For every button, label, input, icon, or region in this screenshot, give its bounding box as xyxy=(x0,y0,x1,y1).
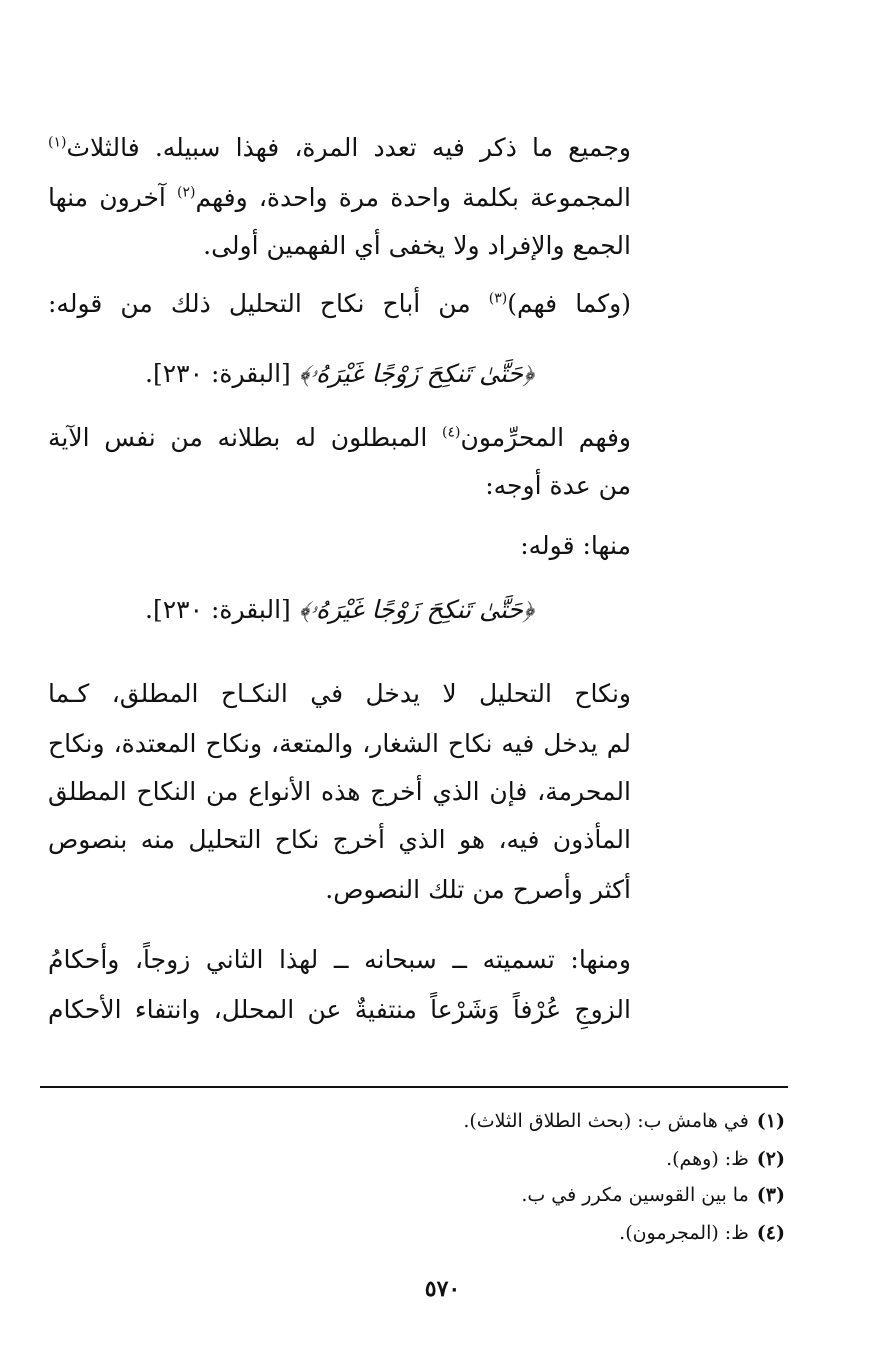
footnote-text: ظ: (وهم). xyxy=(666,1148,749,1170)
paragraph-5-line-1: ونكاح التحليل لا يدخل في النكـاح المطلق، كـما xyxy=(48,679,631,708)
footnote-marker: (٢) xyxy=(177,184,196,201)
paragraph-5-line-2: لم يدخل فيه نكاح الشغار، والمتعة، ونكاح المعتدة، ونكاح xyxy=(48,729,631,758)
quran-verse-1 xyxy=(48,350,631,398)
verse-reference: [البقرة: ٢٣٠]. xyxy=(145,359,299,388)
paragraph-2-line-1 xyxy=(48,280,631,328)
paragraph-6-line-1: ومنها: تسميته ــ سبحانه ــ لهذا الثاني زوجاً، وأحكامُ xyxy=(48,945,631,974)
paragraph-5-line-3: المحرمة، فإن الذي أخرج هذه الأنواع من النكاح المطلق xyxy=(48,777,631,806)
footnote-4 xyxy=(619,1218,785,1248)
footnote-2 xyxy=(666,1144,785,1174)
footnote-1 xyxy=(463,1106,785,1136)
verse-reference: [البقرة: ٢٣٠]. xyxy=(145,595,299,624)
paragraph-4-line-1: منها: قوله: xyxy=(520,531,631,560)
text-run: (وكما فهم) xyxy=(507,289,631,318)
text-run: آخرون منها xyxy=(48,183,178,212)
footnote-text: ما بين القوسين مكرر في ب. xyxy=(521,1184,749,1206)
footnote-separator xyxy=(40,1086,788,1088)
text-run: وفهم المحرِّمون xyxy=(460,423,631,452)
text-run: المبطلون له بطلانه من نفس الآية xyxy=(48,423,443,452)
paragraph-5-line-4: المأذون فيه، هو الذي أخرج نكاح التحليل منه بنصوص xyxy=(48,825,631,854)
footnote-text: في هامش ب: (بحث الطلاق الثلاث). xyxy=(463,1110,749,1132)
footnote-marker: (٣) xyxy=(488,290,508,307)
footnote-number: (٣) xyxy=(756,1184,785,1206)
text-run: من أباح نكاح التحليل ذلك من قوله: xyxy=(48,289,489,318)
text-run: وجميع ما ذكر فيه تعدد المرة، فهذا سبيله. فالثلاث xyxy=(66,133,631,162)
paragraph-3-line-2: من عدة أوجه: xyxy=(485,471,631,500)
text-run: المجموعة بكلمة واحدة مرة واحدة، وفهم xyxy=(195,183,631,212)
footnote-marker: (٤) xyxy=(442,424,461,441)
paragraph-3-line-1 xyxy=(48,414,631,462)
footnote-marker: (١) xyxy=(48,134,67,151)
footnote-number: (٢) xyxy=(756,1148,785,1170)
quran-verse-2 xyxy=(48,586,631,634)
paragraph-1-line-1 xyxy=(48,124,631,172)
paragraph-1-line-2 xyxy=(48,174,631,222)
verse-quote: ﴿حَتَّىٰ تَنكِحَ زَوْجًا غَيْرَهُۥ﴾ xyxy=(298,359,534,388)
paragraph-6-line-2: الزوجِ عُرْفاً وَشَرْعاً منتفيةٌ عن المحلل، وانتفاء الأحكام xyxy=(48,995,631,1024)
page-number: ٥٧٠ xyxy=(424,1276,461,1302)
footnote-3 xyxy=(521,1180,785,1210)
verse-quote: ﴿حَتَّىٰ تَنكِحَ زَوْجًا غَيْرَهُۥ﴾ xyxy=(298,595,534,624)
footnote-text: ظ: (المجرمون). xyxy=(619,1222,749,1244)
paragraph-1-line-3: الجمع والإفراد ولا يخفى أي الفهمين أولى. xyxy=(203,231,631,260)
footnote-number: (١) xyxy=(756,1110,785,1132)
footnote-number: (٤) xyxy=(756,1222,785,1244)
paragraph-5-line-5: أكثر وأصرح من تلك النصوص. xyxy=(325,875,631,904)
